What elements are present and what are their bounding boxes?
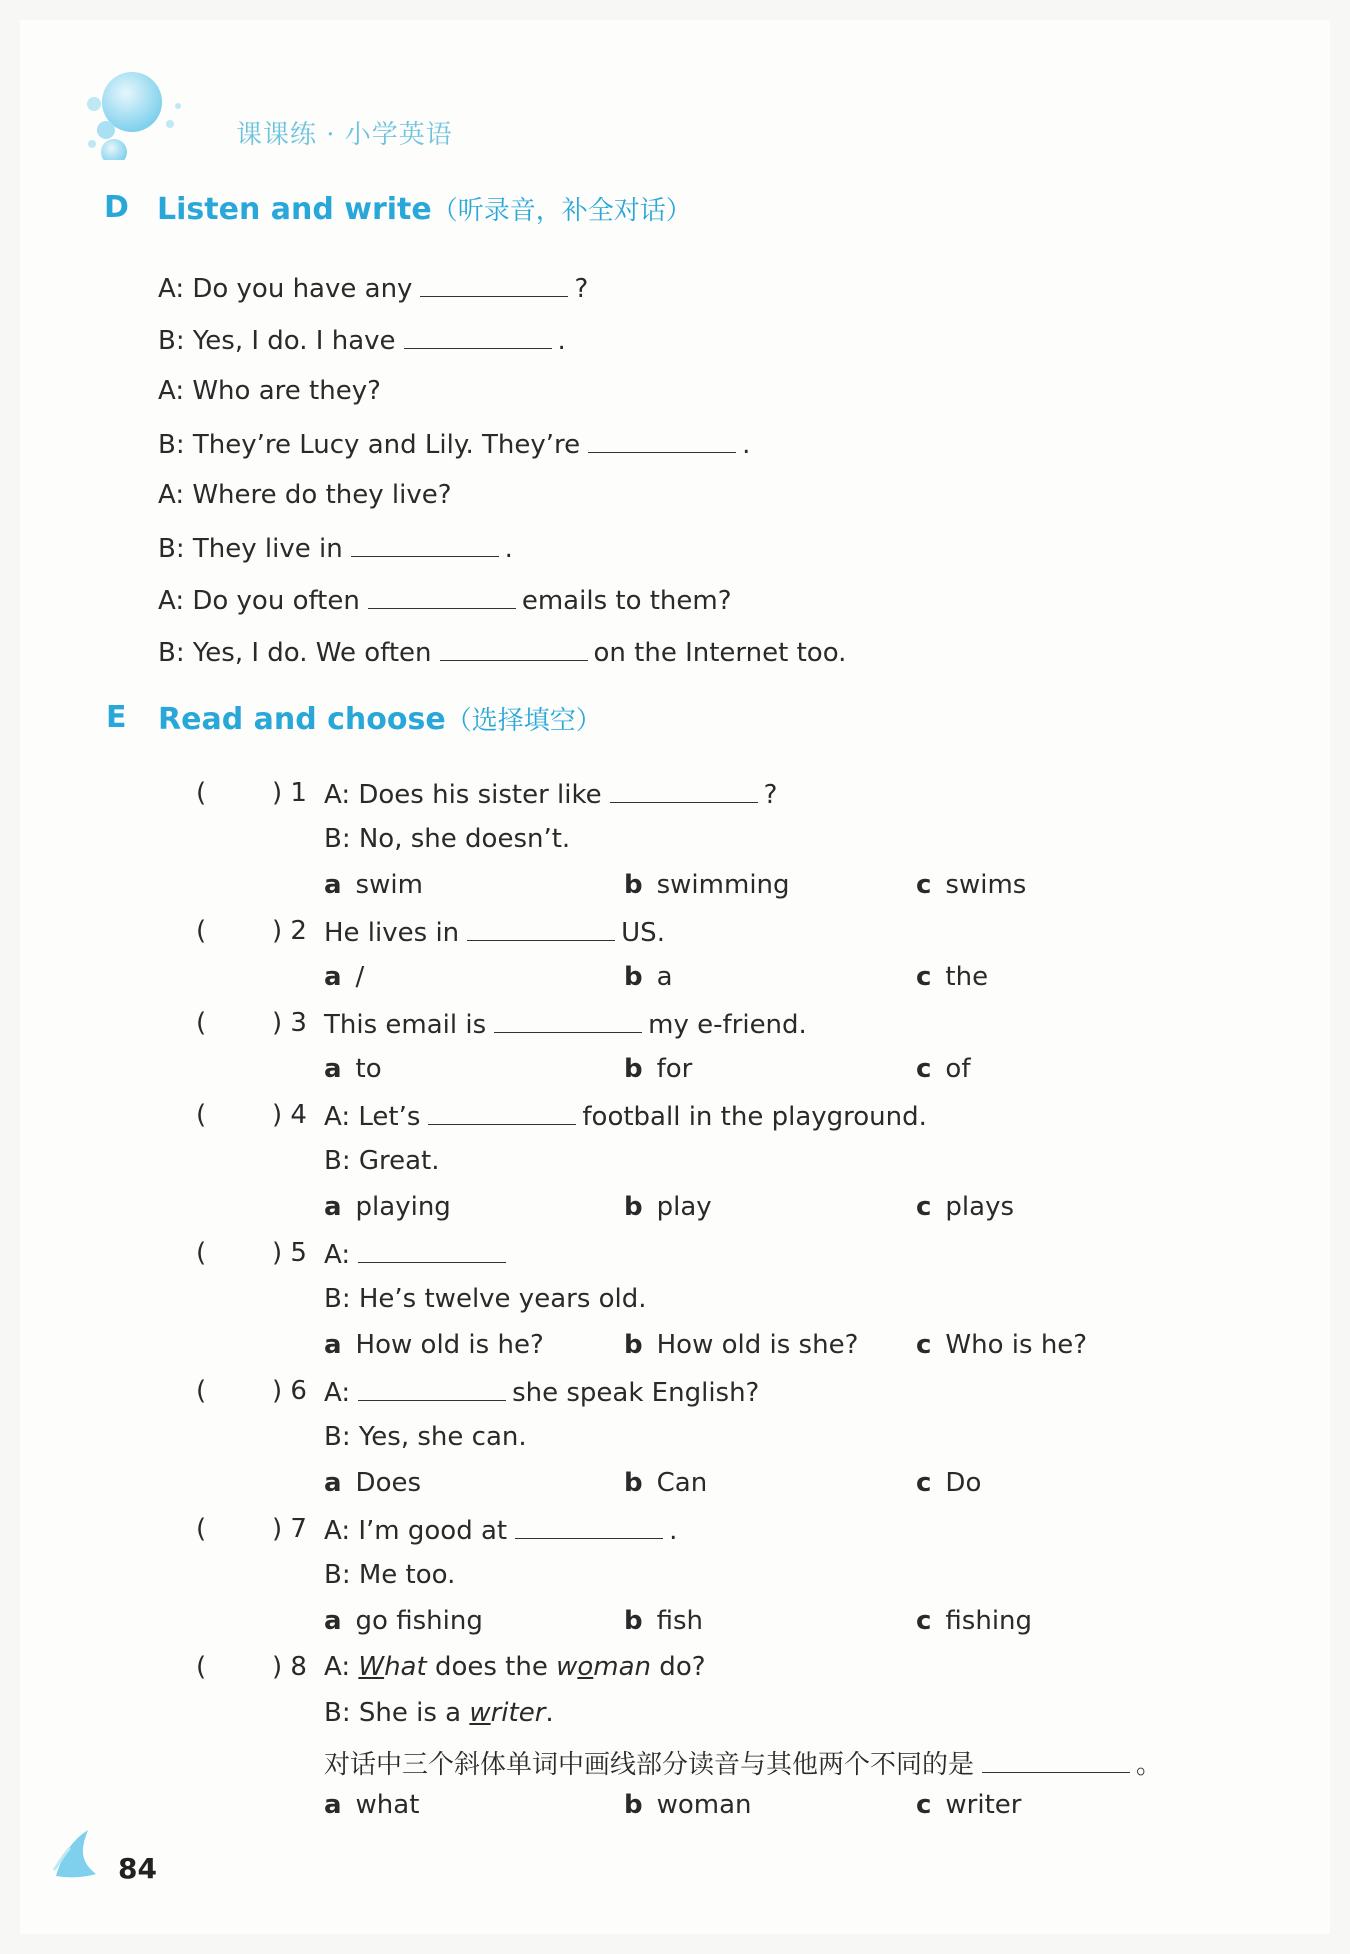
answer-blank[interactable] <box>428 1100 576 1125</box>
word-rest: hat <box>384 1652 427 1682</box>
section-e-title-en: Read and choose <box>158 702 446 737</box>
dialogue-text-end: . <box>557 326 566 356</box>
option-letter: a <box>324 1468 342 1498</box>
option-c[interactable] <box>916 1330 1087 1360</box>
option-letter: a <box>324 1790 342 1820</box>
option-b[interactable] <box>624 1606 703 1636</box>
option-letter: b <box>624 962 643 992</box>
option-b[interactable] <box>624 1468 707 1498</box>
answer-bracket-open[interactable]: ( <box>196 916 207 946</box>
workbook-page <box>20 20 1330 1934</box>
option-letter: a <box>324 1606 342 1636</box>
option-b[interactable] <box>624 962 673 992</box>
option-text: Can <box>656 1468 708 1498</box>
question-text <box>324 916 665 948</box>
question-number: ) 6 <box>272 1376 307 1406</box>
option-text: a <box>656 962 673 992</box>
word-rest: man <box>593 1652 652 1682</box>
question-text <box>324 1652 706 1682</box>
option-letter: b <box>624 1606 643 1636</box>
dialogue-text: A: Where do they live? <box>158 480 452 510</box>
dialogue-text: B: They live in <box>158 534 343 564</box>
option-text: / <box>355 962 365 992</box>
dialogue-text: B: They’re Lucy and Lily. They’re <box>158 430 581 460</box>
dialogue-line <box>158 636 846 668</box>
option-text: swim <box>355 870 423 900</box>
option-b[interactable] <box>624 1192 712 1222</box>
option-text: playing <box>355 1192 451 1222</box>
answer-blank[interactable] <box>467 916 615 941</box>
option-b[interactable] <box>624 1054 692 1084</box>
question-prompt: A: Let’s <box>324 1102 421 1132</box>
dialogue-text: B: Yes, I do. I have <box>158 326 396 356</box>
answer-bracket-open[interactable]: ( <box>196 1376 207 1406</box>
option-letter: c <box>916 1606 932 1636</box>
option-c[interactable] <box>916 962 988 992</box>
question-number: ) 1 <box>272 778 307 808</box>
italic-word-writer <box>469 1698 545 1728</box>
option-text: plays <box>945 1192 1015 1222</box>
question-text <box>324 1376 759 1408</box>
instruction-end: 。 <box>1136 1750 1163 1780</box>
word-start: w <box>556 1652 578 1682</box>
answer-bracket-open[interactable]: ( <box>196 1238 207 1268</box>
answer-blank[interactable] <box>351 532 499 557</box>
section-d-letter: D <box>104 190 129 225</box>
answer-blank[interactable] <box>358 1238 506 1263</box>
option-a[interactable] <box>324 1606 483 1636</box>
option-letter: b <box>624 1330 643 1360</box>
option-a[interactable] <box>324 1468 421 1498</box>
option-letter: c <box>916 1790 932 1820</box>
option-letter: c <box>916 1330 932 1360</box>
response-text: B: Me too. <box>324 1560 456 1590</box>
option-text: swims <box>945 870 1027 900</box>
option-letter: c <box>916 870 932 900</box>
question-number: ) 2 <box>272 916 307 946</box>
italic-word-woman <box>556 1652 651 1682</box>
option-c[interactable] <box>916 1468 981 1498</box>
option-text: the <box>945 962 989 992</box>
option-letter: a <box>324 1054 342 1084</box>
option-text: woman <box>656 1790 752 1820</box>
dialogue-line <box>158 532 513 564</box>
section-e-title-cn: （选择填空） <box>445 706 602 736</box>
option-letter: a <box>324 1330 342 1360</box>
question-text <box>324 1514 677 1546</box>
underlined-letters: W <box>358 1652 385 1682</box>
dialogue-line <box>158 584 732 616</box>
option-text: play <box>656 1192 712 1222</box>
response-text: B: No, she doesn’t. <box>324 824 571 854</box>
section-e-title <box>158 700 602 737</box>
answer-blank[interactable] <box>404 324 552 349</box>
dialogue-text-end: ? <box>574 274 589 304</box>
answer-bracket-open[interactable]: ( <box>196 1100 207 1130</box>
option-letter: c <box>916 962 932 992</box>
response-text: B: Great. <box>324 1146 440 1176</box>
answer-blank[interactable] <box>515 1514 663 1539</box>
option-text: Do <box>945 1468 982 1498</box>
answer-blank[interactable] <box>420 272 568 297</box>
question-prompt-end: US. <box>621 918 665 948</box>
dialogue-text: A: Do you have any <box>158 274 413 304</box>
option-letter: c <box>916 1192 932 1222</box>
option-text: writer <box>945 1790 1022 1820</box>
answer-blank[interactable] <box>610 778 758 803</box>
option-a[interactable] <box>324 1054 382 1084</box>
question-prompt-end: she speak English? <box>512 1378 760 1408</box>
option-text: of <box>945 1054 971 1084</box>
question-number: ) 4 <box>272 1100 307 1130</box>
option-letter: c <box>916 1468 932 1498</box>
response-end: . <box>545 1698 554 1728</box>
question-prompt-end: football in the playground. <box>582 1102 927 1132</box>
option-b[interactable] <box>624 1790 752 1820</box>
question-text <box>324 1100 927 1132</box>
question-text <box>324 778 777 810</box>
option-c[interactable] <box>916 870 1026 900</box>
answer-bracket-open[interactable]: ( <box>196 1514 207 1544</box>
answer-blank[interactable] <box>588 428 736 453</box>
question-prompt-end: ? <box>763 780 778 810</box>
option-b[interactable] <box>624 1330 858 1360</box>
question-number: ) 7 <box>272 1514 307 1544</box>
option-letter: a <box>324 870 342 900</box>
question-text <box>324 1008 807 1040</box>
option-letter: b <box>624 1054 643 1084</box>
option-c[interactable] <box>916 1790 1021 1820</box>
question-number: ) 3 <box>272 1008 307 1038</box>
option-b[interactable] <box>624 870 790 900</box>
dialogue-line <box>158 324 566 356</box>
section-e-letter: E <box>106 700 127 735</box>
word-rest: riter <box>490 1698 546 1728</box>
answer-blank[interactable] <box>368 584 516 609</box>
question-prompt: A: <box>324 1240 351 1270</box>
option-a[interactable] <box>324 1790 419 1820</box>
option-text: Who is he? <box>945 1330 1088 1360</box>
dialogue-line <box>158 480 452 510</box>
option-letter: c <box>916 1054 932 1084</box>
answer-blank[interactable] <box>358 1376 506 1401</box>
response-prompt: B: She is a <box>324 1698 470 1728</box>
option-c[interactable] <box>916 1192 1014 1222</box>
dialogue-text-end: . <box>504 534 513 564</box>
question-prompt: A: I’m good at <box>324 1516 508 1546</box>
response-text <box>324 1698 554 1728</box>
option-a[interactable] <box>324 870 423 900</box>
bubbles-icon <box>80 70 190 160</box>
question-text <box>324 1238 512 1270</box>
answer-bracket-open[interactable]: ( <box>196 1008 207 1038</box>
option-letter: b <box>624 1468 643 1498</box>
dialogue-line <box>158 428 750 460</box>
answer-blank[interactable] <box>982 1748 1130 1773</box>
option-text: for <box>656 1054 693 1084</box>
dialogue-line <box>158 376 381 406</box>
question-prompt: A: <box>324 1378 351 1408</box>
option-c[interactable] <box>916 1606 1032 1636</box>
answer-blank[interactable] <box>494 1008 642 1033</box>
section-d-title-en: Listen and write <box>157 192 432 227</box>
leaf-icon <box>52 1826 104 1880</box>
question-number: ) 5 <box>272 1238 307 1268</box>
question-prompt: This email is <box>324 1010 487 1040</box>
option-text: How old is he? <box>355 1330 544 1360</box>
option-c[interactable] <box>916 1054 970 1084</box>
option-a[interactable] <box>324 1330 544 1360</box>
response-text: B: He’s twelve years old. <box>324 1284 647 1314</box>
option-text: Does <box>355 1468 422 1498</box>
answer-bracket-open[interactable]: ( <box>196 778 207 808</box>
option-letter: b <box>624 1192 643 1222</box>
question-prompt-end: do? <box>651 1652 706 1682</box>
answer-bracket-open[interactable]: ( <box>196 1652 207 1682</box>
question-prompt: A: <box>324 1652 359 1682</box>
dialogue-text-end: on the Internet too. <box>593 638 847 668</box>
page-header <box>80 70 680 180</box>
instruction-text: 对话中三个斜体单词中画线部分读音与其他两个不同的是 <box>324 1750 975 1780</box>
option-a[interactable] <box>324 962 364 992</box>
option-letter: b <box>624 1790 643 1820</box>
answer-blank[interactable] <box>440 636 588 661</box>
italic-word-what <box>358 1652 426 1682</box>
instruction-cn <box>324 1744 1162 1781</box>
dialogue-text: A: Do you often <box>158 586 360 616</box>
option-text: fishing <box>945 1606 1033 1636</box>
option-text: How old is she? <box>656 1330 859 1360</box>
dialogue-line <box>158 272 588 304</box>
dialogue-text-end: . <box>742 430 751 460</box>
option-letter: a <box>324 1192 342 1222</box>
section-d-title <box>157 190 692 227</box>
option-text: go fishing <box>355 1606 483 1636</box>
dialogue-text-end: emails to them? <box>521 586 732 616</box>
option-a[interactable] <box>324 1192 451 1222</box>
dialogue-text: A: Who are they? <box>158 376 381 406</box>
option-text: to <box>355 1054 382 1084</box>
option-text: fish <box>656 1606 704 1636</box>
section-d-title-cn: （听录音，补全对话） <box>431 196 692 226</box>
option-text: swimming <box>656 870 790 900</box>
option-text: what <box>355 1790 420 1820</box>
question-prompt-end: my e-friend. <box>648 1010 807 1040</box>
response-text: B: Yes, she can. <box>324 1422 527 1452</box>
header-title: 课课练 · 小学英语 <box>236 120 453 150</box>
question-prompt: does the <box>426 1652 557 1682</box>
question-prompt: A: Does his sister like <box>324 780 602 810</box>
option-letter: a <box>324 962 342 992</box>
underlined-letters: o <box>577 1652 594 1682</box>
option-letter: b <box>624 870 643 900</box>
question-prompt-end: . <box>669 1516 678 1546</box>
question-number: ) 8 <box>272 1652 307 1682</box>
underlined-letters: w <box>469 1698 491 1728</box>
question-prompt: He lives in <box>324 918 460 948</box>
page-number: 84 <box>118 1852 157 1885</box>
dialogue-text: B: Yes, I do. We often <box>158 638 432 668</box>
